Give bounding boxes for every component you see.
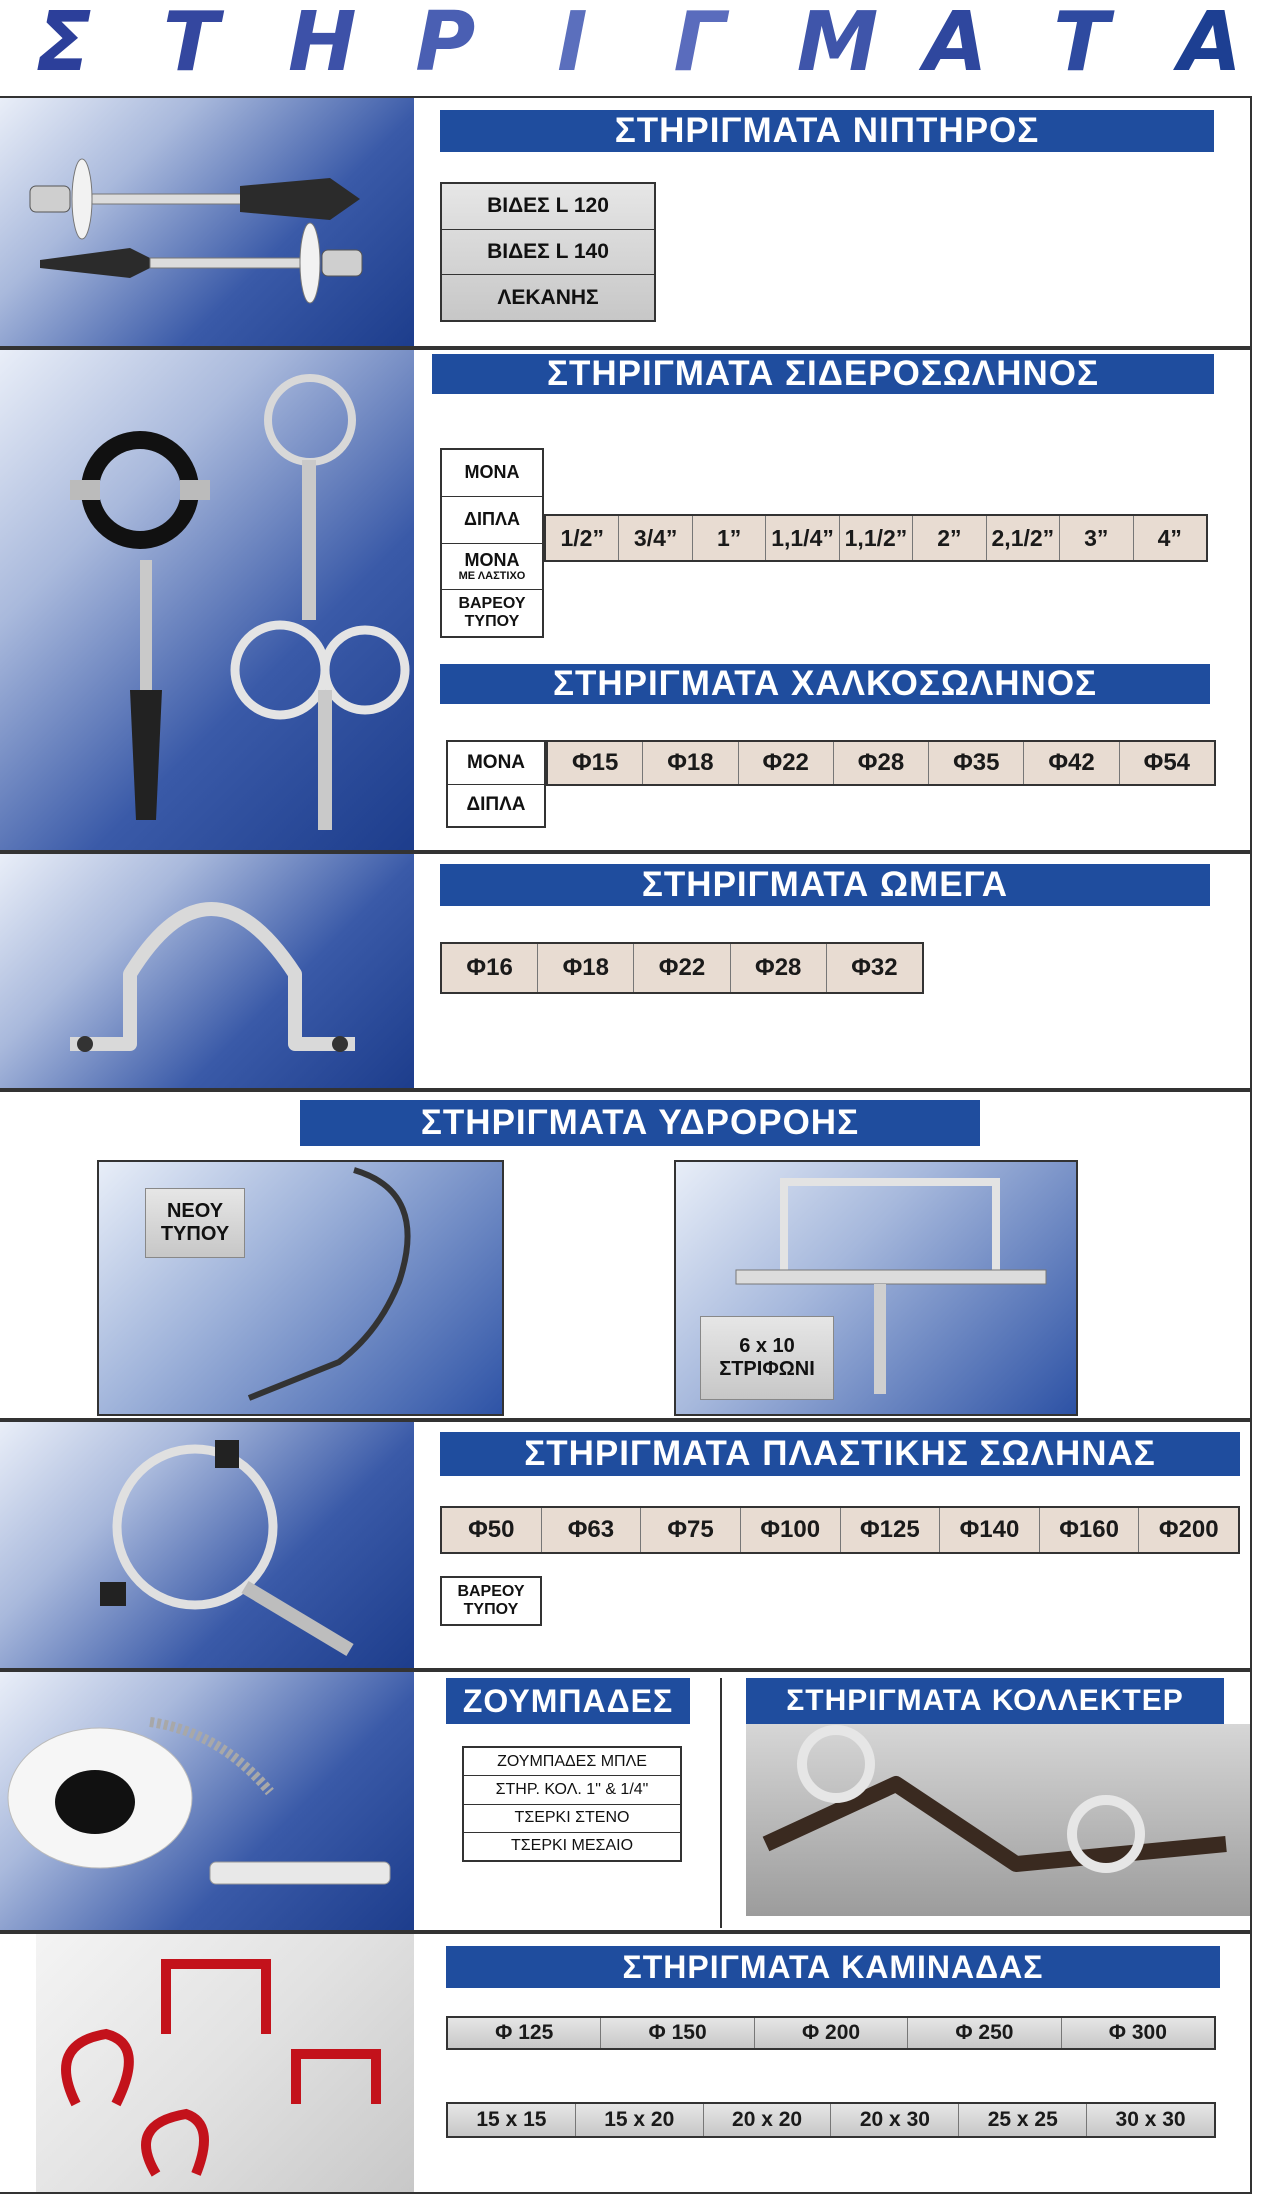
type-mona	[442, 450, 542, 497]
size-cell: 2”	[913, 516, 986, 560]
size-cell: Φ54	[1143, 749, 1191, 776]
new-type-label	[145, 1188, 245, 1258]
gutter-hook-photo	[97, 1160, 504, 1416]
title-letter: Η	[288, 0, 357, 90]
collector-bracket-photo	[746, 1724, 1250, 1916]
chimney-brackets-photo	[36, 1934, 414, 2192]
diameter-cell: Φ 300	[1108, 2021, 1167, 2044]
rect-size-cell: 15 x 20	[576, 2104, 704, 2136]
kaminadas-rect-sizes	[446, 2102, 1216, 2138]
rect-size-cell: 30 x 30	[1115, 2108, 1186, 2131]
size-cell: Φ50	[442, 1508, 542, 1552]
omega-illustration	[0, 854, 414, 1088]
section-title: ΣΤΗΡΙΓΜΑΤΑ ΚΑΜΙΝΑΔΑΣ	[446, 1946, 1220, 1988]
section-zoumpades	[0, 1670, 1252, 1932]
xalkoswlinos-types	[446, 740, 546, 828]
type-label: ΔΙΠΛΑ	[464, 509, 520, 530]
type-mona: ΜΟΝΑ	[448, 742, 544, 785]
title-letter: Τ	[1053, 0, 1110, 90]
size-cell: Φ75	[641, 1508, 741, 1552]
list-item: ΒΙΔΕΣ L 140	[442, 230, 654, 276]
section-sideroswlinos	[0, 348, 1252, 852]
niptiros-list	[440, 182, 656, 322]
zoumpades-illustration	[0, 1672, 414, 1930]
size-cell: Φ18	[538, 944, 634, 992]
section-title: ΖΟΥΜΠΑΔΕΣ	[446, 1678, 690, 1724]
heavy-type-note	[440, 1576, 542, 1626]
label-text: 6 x 10	[739, 1335, 795, 1357]
zoumpades-photo	[0, 1672, 414, 1930]
section-omega	[0, 852, 1252, 1090]
section-title: ΣΤΗΡΙΓΜΑΤΑ ΧΑΛΚΟΣΩΛΗΝΟΣ	[440, 664, 1210, 704]
section-ydrorois	[0, 1090, 1252, 1420]
omega-sizes	[440, 942, 924, 994]
list-item: ΣΤΗΡ. ΚΟΛ. 1" & 1/4"	[464, 1776, 680, 1804]
size-cell: 4”	[1157, 524, 1182, 551]
section-title: ΣΤΗΡΙΓΜΑΤΑ ΣΙΔΕΡΟΣΩΛΗΝΟΣ	[432, 354, 1214, 394]
title-letter: Σ	[35, 0, 92, 90]
sideroswlinos-types	[440, 448, 544, 638]
size-cell: Φ28	[834, 742, 929, 784]
clamp-double	[235, 625, 405, 830]
section-title: ΣΤΗΡΙΓΜΑΤΑ ΥΔΡΟΡΟΗΣ	[300, 1100, 980, 1146]
type-dipla	[442, 497, 542, 544]
rect-size-cell: 25 x 25	[959, 2104, 1087, 2136]
section-plastikis	[0, 1420, 1252, 1670]
diameter-cell: Φ 250	[908, 2018, 1061, 2048]
section-title: ΣΤΗΡΙΓΜΑΤΑ ΚΟΛΛΕΚΤΕΡ	[746, 1678, 1224, 1724]
type-mona-lastixo	[442, 544, 542, 591]
size-cell: Φ28	[731, 944, 827, 992]
title-letter: Μ	[796, 0, 879, 90]
size-cell: 1”	[693, 516, 766, 560]
size-cell: Φ22	[634, 944, 730, 992]
type-label: ΜΟΝΑ	[464, 550, 520, 571]
type-vareos	[442, 590, 542, 636]
size-cell: Φ125	[841, 1508, 941, 1552]
page-header	[0, 0, 1272, 90]
zoumpades-list	[462, 1746, 682, 1862]
label-text: ΣΤΡΙΦΩΝΙ	[719, 1358, 815, 1380]
kaminadas-diameters	[446, 2016, 1216, 2050]
rect-size-cell: 15 x 15	[448, 2104, 576, 2136]
list-item: ΛΕΚΑΝΗΣ	[497, 285, 599, 309]
section-title: ΣΤΗΡΙΓΜΑΤΑ ΩΜΕΓΑ	[440, 864, 1210, 906]
section-title: ΣΤΗΡΙΓΜΑΤΑ ΝΙΠΤΗΡΟΣ	[440, 110, 1214, 152]
bolt-bottom	[40, 223, 362, 303]
size-cell: Φ35	[929, 742, 1024, 784]
size-cell: 3”	[1060, 516, 1133, 560]
size-cell: Φ140	[940, 1508, 1040, 1552]
size-cell: 1,1/4”	[766, 516, 839, 560]
title-letter: Γ	[673, 0, 726, 90]
plastic-pipe-clamp-photo	[0, 1422, 414, 1668]
rect-size-cell: 20 x 30	[831, 2104, 959, 2136]
bolt-illustration	[0, 98, 414, 346]
pipe-clamps-photo	[0, 350, 414, 850]
list-item: ΖΟΥΜΠΑΔΕΣ ΜΠΛΕ	[464, 1748, 680, 1776]
screw-size-label	[700, 1316, 834, 1400]
type-label: ΜΟΝΑ	[464, 462, 520, 483]
size-cell: Φ200	[1158, 1516, 1219, 1543]
list-item: ΤΣΕΡΚΙ ΣΤΕΝΟ	[464, 1805, 680, 1833]
wash-basin-bolts-photo	[0, 98, 414, 346]
title-letter: Α	[1178, 0, 1242, 90]
diameter-cell: Φ 150	[601, 2018, 754, 2048]
size-cell: 1,1/2”	[840, 516, 913, 560]
clamp-hook-top	[268, 378, 352, 620]
plastikis-sizes	[440, 1506, 1240, 1554]
omega-clamp-photo	[0, 854, 414, 1088]
size-cell: Φ18	[643, 742, 738, 784]
size-cell: Φ16	[442, 944, 538, 992]
type-sublabel: ΜΕ ΛΑΣΤΙΧΟ	[458, 570, 526, 583]
size-cell: Φ32	[851, 954, 898, 981]
anchor-bolt	[130, 560, 162, 820]
gutter-bracket-photo	[674, 1160, 1078, 1416]
size-cell: Φ100	[741, 1508, 841, 1552]
type-dipla: ΔΙΠΛΑ	[466, 794, 526, 816]
title-letter: Τ	[162, 0, 219, 90]
list-item: ΤΣΕΡΚΙ ΜΕΣΑΙΟ	[510, 1837, 634, 1855]
diameter-cell: Φ 200	[755, 2018, 908, 2048]
note-text: ΒΑΡΕΟΥ ΤΥΠΟΥ	[457, 1583, 525, 1618]
size-cell: 2,1/2”	[987, 516, 1060, 560]
size-cell: Φ22	[739, 742, 834, 784]
section-divider	[720, 1678, 722, 1928]
chimney-brackets-illustration	[36, 1934, 414, 2192]
xalkoswlinos-sizes	[546, 740, 1216, 786]
rect-size-cell: 20 x 20	[704, 2104, 832, 2136]
collector-bracket-illustration	[746, 1724, 1250, 1916]
clamp-illustration	[0, 350, 414, 850]
size-cell: Φ160	[1040, 1508, 1140, 1552]
title-letter: Ι	[557, 0, 588, 90]
title-letter: Ρ	[415, 0, 476, 90]
size-cell: Φ15	[548, 742, 643, 784]
diameter-cell: Φ 125	[448, 2018, 601, 2048]
plastic-clamp-illustration	[0, 1422, 414, 1668]
section-title: ΣΤΗΡΙΓΜΑΤΑ ΠΛΑΣΤΙΚΗΣ ΣΩΛΗΝΑΣ	[440, 1432, 1240, 1476]
type-label: ΒΑΡΕΟΥ ΤΥΠΟΥ	[458, 595, 526, 631]
label-text: ΝΕΟΥ ΤΥΠΟΥ	[160, 1200, 230, 1245]
size-cell: 3/4”	[619, 516, 692, 560]
size-cell: 1/2”	[546, 516, 619, 560]
size-cell: Φ63	[542, 1508, 642, 1552]
sideroswlinos-sizes	[544, 514, 1208, 562]
size-cell: Φ42	[1024, 742, 1119, 784]
section-niptiros	[0, 96, 1252, 348]
title-letter: Α	[924, 0, 988, 90]
section-kaminadas	[0, 1932, 1252, 2194]
clamp-black	[70, 440, 210, 540]
list-item: ΒΙΔΕΣ L 120	[442, 184, 654, 230]
